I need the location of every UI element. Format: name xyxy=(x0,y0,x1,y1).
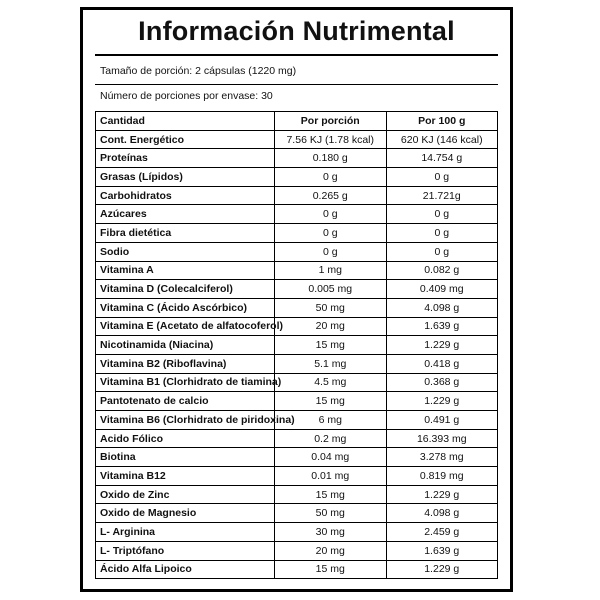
per-100g-cell: 0 g xyxy=(386,242,498,261)
nutrient-name-cell: Cont. Energético xyxy=(96,130,275,149)
table-row xyxy=(96,541,498,560)
per-serving-cell: 0.01 mg xyxy=(275,467,387,486)
per-100g-cell: 1.229 g xyxy=(386,485,498,504)
nutrient-name-cell: L- Triptófano xyxy=(96,541,275,560)
table-row xyxy=(96,205,498,224)
nutrient-name-cell: Vitamina B1 (Clorhidrato de tiamina) xyxy=(96,373,275,392)
table-row xyxy=(96,429,498,448)
nutrient-name-cell: Pantotenato de calcio xyxy=(96,392,275,411)
per-100g-cell: 16.393 mg xyxy=(386,429,498,448)
nutrient-name-cell: Proteínas xyxy=(96,149,275,168)
per-100g-cell: 1.229 g xyxy=(386,392,498,411)
table-row xyxy=(96,186,498,205)
nutrient-name-cell: Azúcares xyxy=(96,205,275,224)
table-row xyxy=(96,504,498,523)
per-100g-cell: 0 g xyxy=(386,168,498,187)
per-100g-cell: 0 g xyxy=(386,205,498,224)
table-header-row xyxy=(96,112,498,131)
per-serving-cell: 50 mg xyxy=(275,298,387,317)
table-row xyxy=(96,392,498,411)
nutrient-name-cell: Fibra dietética xyxy=(96,224,275,243)
per-serving-cell: 20 mg xyxy=(275,317,387,336)
per-100g-cell: 0.418 g xyxy=(386,354,498,373)
table-row xyxy=(96,373,498,392)
table-row xyxy=(96,261,498,280)
per-100g-cell: 14.754 g xyxy=(386,149,498,168)
nutrient-name-cell: L- Arginina xyxy=(96,523,275,542)
per-serving-cell: 5.1 mg xyxy=(275,354,387,373)
per-100g-cell: 0.819 mg xyxy=(386,467,498,486)
nutrient-name-cell: Acido Fólico xyxy=(96,429,275,448)
table-row xyxy=(96,354,498,373)
per-serving-cell: 0.180 g xyxy=(275,149,387,168)
per-serving-cell: 0.2 mg xyxy=(275,429,387,448)
nutrition-label-panel xyxy=(80,7,513,592)
table-row xyxy=(96,448,498,467)
per-serving-cell: 6 mg xyxy=(275,411,387,430)
per-100g-cell: 1.639 g xyxy=(386,317,498,336)
per-serving-cell: 0.265 g xyxy=(275,186,387,205)
table-row xyxy=(96,560,498,579)
table-row xyxy=(96,317,498,336)
table-row xyxy=(96,168,498,187)
table-row xyxy=(96,523,498,542)
per-100g-cell: 1.229 g xyxy=(386,560,498,579)
serving-divider xyxy=(95,84,498,85)
per-serving-cell: 4.5 mg xyxy=(275,373,387,392)
nutrient-name-cell: Nicotinamida (Niacina) xyxy=(96,336,275,355)
per-100g-cell: 4.098 g xyxy=(386,298,498,317)
per-serving-cell: 20 mg xyxy=(275,541,387,560)
per-100g-cell: 0.491 g xyxy=(386,411,498,430)
table-row xyxy=(96,467,498,486)
per-100g-cell: 4.098 g xyxy=(386,504,498,523)
nutrient-name-cell: Vitamina B12 xyxy=(96,467,275,486)
nutrient-name-cell: Ácido Alfa Lipoico xyxy=(96,560,275,579)
per-serving-cell: 15 mg xyxy=(275,485,387,504)
per-100g-cell: 0.082 g xyxy=(386,261,498,280)
nutrient-name-cell: Oxido de Zinc xyxy=(96,485,275,504)
label-title: Información Nutrimental xyxy=(138,16,455,46)
per-serving-cell: 50 mg xyxy=(275,504,387,523)
table-row xyxy=(96,280,498,299)
per-serving-cell: 0.04 mg xyxy=(275,448,387,467)
title-divider xyxy=(95,54,498,56)
nutrient-name-cell: Vitamina E (Acetato de alfatocoferol) xyxy=(96,317,275,336)
table-row xyxy=(96,242,498,261)
table-row xyxy=(96,130,498,149)
per-100g-cell: 3.278 mg xyxy=(386,448,498,467)
nutrient-name-cell: Vitamina B2 (Riboflavina) xyxy=(96,354,275,373)
serving-size-text: Tamaño de porción: 2 cápsulas (1220 mg) xyxy=(100,65,297,77)
per-100g-cell: 0.368 g xyxy=(386,373,498,392)
nutrient-name-cell: Grasas (Lípidos) xyxy=(96,168,275,187)
nutrient-name-cell: Oxido de Magnesio xyxy=(96,504,275,523)
per-serving-cell: 7.56 KJ (1.78 kcal) xyxy=(275,130,387,149)
servings-per-container-text: Número de porciones por envase: 30 xyxy=(100,90,273,102)
per-100g-cell: 0 g xyxy=(386,224,498,243)
per-serving-cell: 0.005 mg xyxy=(275,280,387,299)
table-row xyxy=(96,411,498,430)
per-serving-cell: 0 g xyxy=(275,224,387,243)
nutrient-name-cell: Vitamina D (Colecalciferol) xyxy=(96,280,275,299)
table-row xyxy=(96,298,498,317)
nutrient-name-cell: Carbohidratos xyxy=(96,186,275,205)
table-row xyxy=(96,336,498,355)
per-serving-cell: Por porción xyxy=(275,112,387,131)
nutrient-name-cell: Vitamina C (Ácido Ascórbico) xyxy=(96,298,275,317)
table-row xyxy=(96,485,498,504)
nutrient-name-cell: Cantidad xyxy=(96,112,275,131)
per-100g-cell: 0.409 mg xyxy=(386,280,498,299)
per-serving-cell: 1 mg xyxy=(275,261,387,280)
nutrient-name-cell: Vitamina A xyxy=(96,261,275,280)
per-100g-cell: Por 100 g xyxy=(386,112,498,131)
per-serving-cell: 15 mg xyxy=(275,560,387,579)
per-serving-cell: 0 g xyxy=(275,168,387,187)
table-row xyxy=(96,224,498,243)
per-serving-cell: 30 mg xyxy=(275,523,387,542)
nutrient-name-cell: Vitamina B6 (Clorhidrato de piridoxina) xyxy=(96,411,275,430)
table-row xyxy=(96,149,498,168)
nutrient-name-cell: Sodio xyxy=(96,242,275,261)
nutrient-name-cell: Biotina xyxy=(96,448,275,467)
per-serving-cell: 0 g xyxy=(275,242,387,261)
per-serving-cell: 15 mg xyxy=(275,336,387,355)
per-100g-cell: 1.639 g xyxy=(386,541,498,560)
per-100g-cell: 1.229 g xyxy=(386,336,498,355)
per-100g-cell: 21.721g xyxy=(386,186,498,205)
per-serving-cell: 0 g xyxy=(275,205,387,224)
per-100g-cell: 620 KJ (146 kcal) xyxy=(386,130,498,149)
per-100g-cell: 2.459 g xyxy=(386,523,498,542)
nutrition-table xyxy=(95,111,498,579)
per-serving-cell: 15 mg xyxy=(275,392,387,411)
